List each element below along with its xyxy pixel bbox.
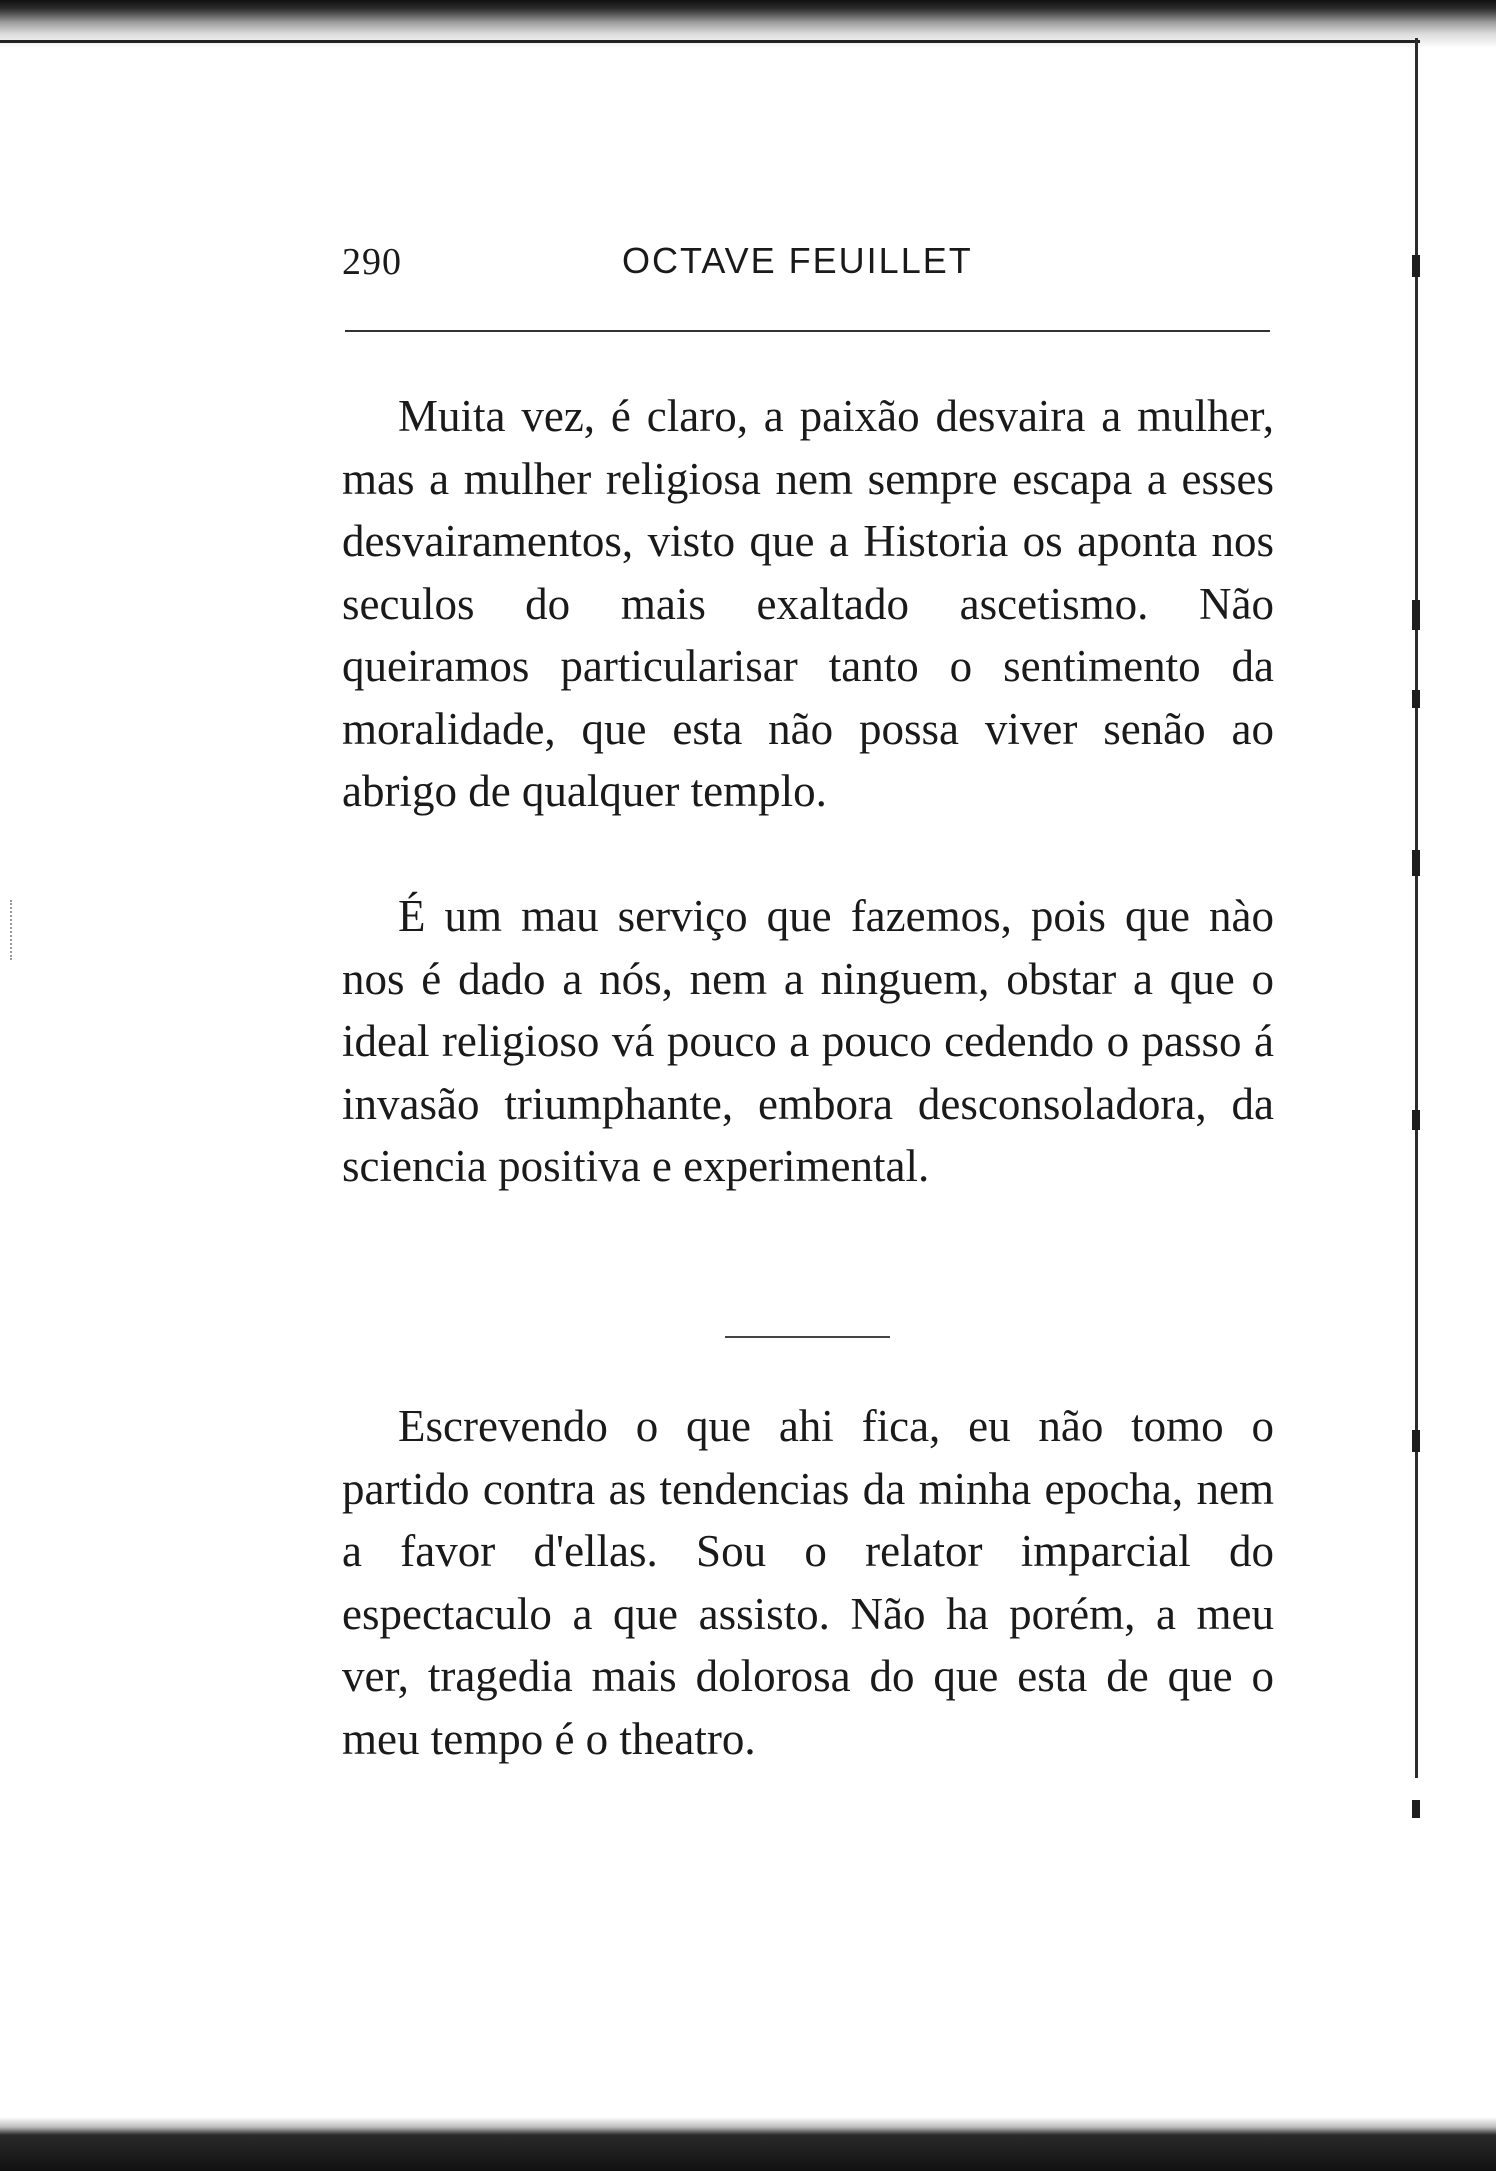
page-number: 290	[342, 241, 402, 283]
section-divider	[725, 1336, 890, 1338]
body-paragraph: É um mau serviço que fazemos, pois que nào nos é dado a nós, nem a ninguem, obstar a que o ideal religioso vá pouco a pouco cedendo o passo á invasão triumphante, embora desconsoladora, da sciencia positiva e experimental.	[342, 891, 1274, 1191]
body-paragraph: Escrevendo o que ahi fica, eu não tomo o partido contra as tendencias da minha epocha, nem a favor d'ellas. Sou o relator imparcial do espectaculo a que assisto. Não ha porém, a meu ver, tragedia mais dolorosa do que esta de que o meu tempo é o theatro.	[342, 1401, 1274, 1764]
fold-mark	[1412, 600, 1420, 630]
scan-bottom-edge	[0, 2117, 1496, 2171]
scan-top-line	[0, 40, 1420, 43]
page-fold-shadow	[1415, 38, 1418, 1778]
scan-speckles	[10, 900, 52, 960]
fold-mark	[1412, 1800, 1420, 1818]
body-paragraph: Muita vez, é claro, a paixão desvaira a mulher, mas a mulher religiosa nem sempre escapa a esses desvairamentos, visto que a Historia os aponta nos seculos do mais exaltado ascetismo. Não queiramos particularisar tanto o sentimento da moralidade, que esta não possa viver senão ao abrigo de qualquer templo.	[342, 391, 1274, 816]
fold-mark	[1412, 690, 1420, 708]
scan-top-edge	[0, 0, 1496, 48]
header-rule	[345, 330, 1270, 332]
fold-mark	[1412, 850, 1420, 876]
running-title: OCTAVE FEUILLET	[622, 240, 973, 281]
fold-mark	[1412, 255, 1420, 277]
fold-mark	[1412, 1110, 1420, 1130]
fold-mark	[1412, 1430, 1420, 1452]
running-header	[342, 232, 1272, 292]
